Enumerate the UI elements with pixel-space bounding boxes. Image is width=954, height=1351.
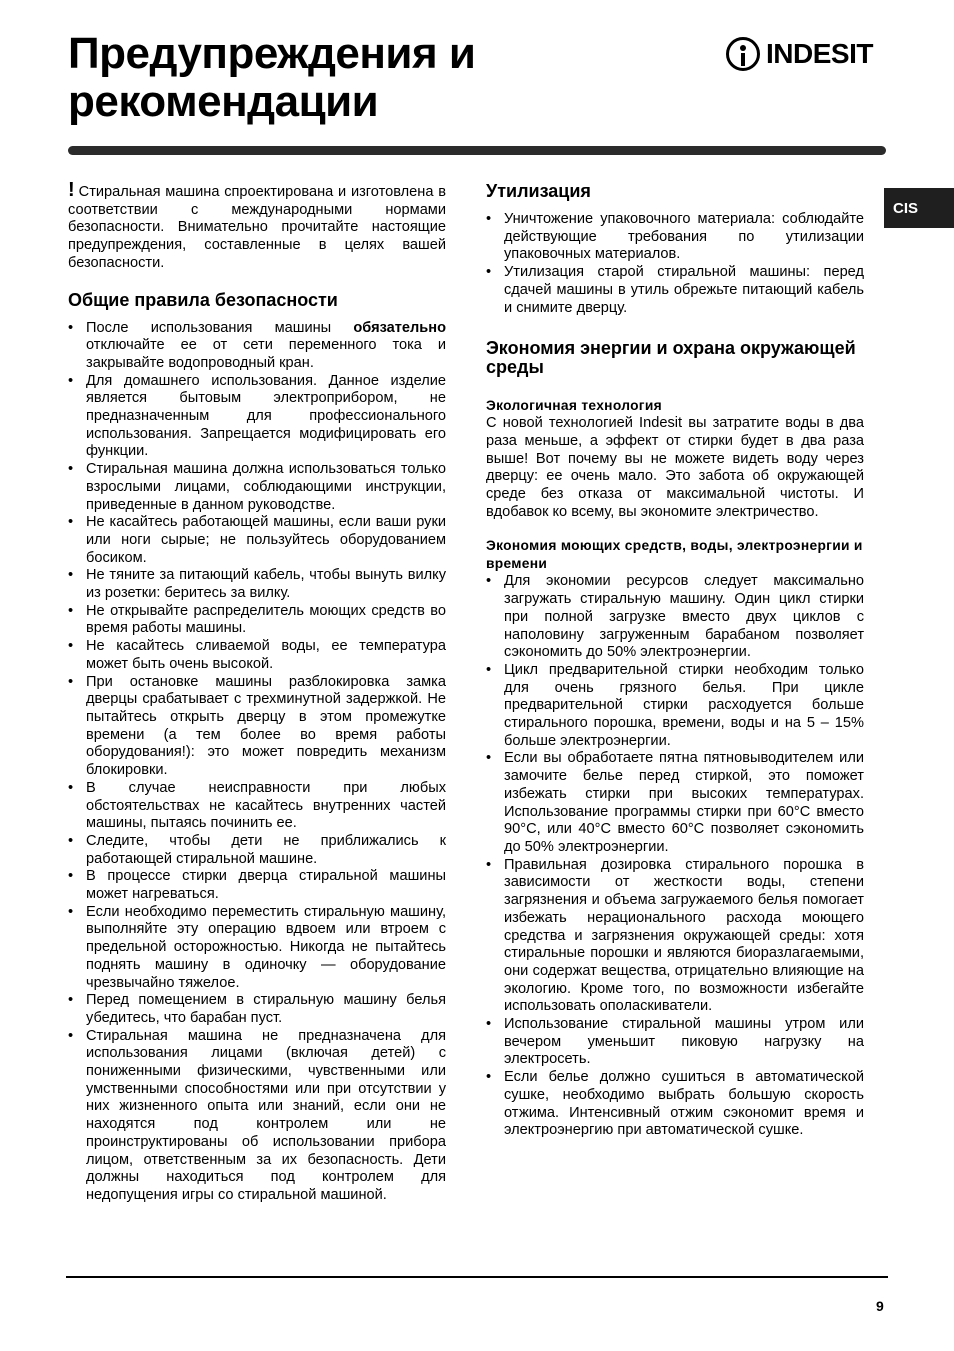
list-item: • При остановке машины разблокировка замка дверцы срабатывает с трехминутной задержкой. Не пытайтесь открыть дверцу в этом промежутке времени (а тем более во время работы оборудования!): это может повредить механизм блокировки. [68,674,446,780]
list-item: • Не открывайте распределитель моющих средств во время работы машины. [68,603,446,638]
list-item: • Если необходимо переместить стиральную машину, выполняйте эту операцию вдвоем или втроем с предельной осторожностью. Никогда не пытайтесь поднять машину в одиночку — оборудование чрезвычайно тяжелое. [68,904,446,993]
warning-icon: ! [68,179,75,201]
list-item-text: После использования машины [86,319,354,336]
list-item: • Правильная дозировка стирального порошка в зависимости от жесткости воды, степени загрязнения и объема загружаемого белья помогает избежать нерационального расхода моющего средства и загрязнения окружающей среды: хотя стиральные порошки и являются биоразлагаемыми, они содержат вещества, отрицательно влияющие на экологию. Кроме того, по возможности избегайте использовать ополаскиватели. [486,857,864,1016]
intro-text: Стиральная машина спроектирована и изготовлена в соответствии с международными нормами безопасности. Внимательно прочитайте настоящие предупреждения, составленные в целях вашей безопасности. [68,184,446,271]
indesit-logo-icon [726,37,760,71]
list-item: • Для экономии ресурсов следует максимально загружать стиральную машину. Один цикл стирки при полной загрузке вместо двух циклов с наполовину загруженным барабаном позволяет сэкономить до 50% электроэнергии. [486,573,864,662]
list-item: • Цикл предварительной стирки необходим только для очень грязного белья. При цикле предварительной стирки расходуется больше стирального порошка, времени, воды и на 5 – 15% больше электроэнергии. [486,662,864,751]
list-item: • Уничтожение упаковочного материала: соблюдайте действующие требования по утилизации упаковочных материалов. [486,211,864,264]
disposal-heading: Утилизация [486,181,591,201]
intro-paragraph [68,179,446,273]
safety-list [68,320,446,1205]
footer-rule [66,1276,888,1278]
list-item: • Перед помещением в стиральную машину белья убедитесь, что барабан пуст. [68,992,446,1027]
list-item: • Если белье должно сушиться в автоматической сушке, необходимо выбрать большую скорость отжима. Интенсивный отжим сэкономит время и электроэнергию при автоматической сушке. [486,1069,864,1140]
list-item: • Если вы обработаете пятна пятновыводителем или замочите белье перед стиркой, это поможет избежать стирки при высоких температурах. Использование программы стирки при 60°C вместо 90°C, или 40°C вместо 60°C позволяет сэкономить до 50% электроэнергии. [486,750,864,856]
page-number: 9 [876,1298,884,1314]
list-item-text: отключайте ее от сети переменного тока и закрывайте водопроводный кран. [86,337,446,371]
page-title [68,30,628,126]
eco-tech-heading: Экологичная технология [486,398,662,414]
brand-logo [726,34,873,74]
eco-tech-text: С новой технологией Indesit вы затратите воды в два раза меньше, а эффект от стирки будет в два раза выше! Вот почему вы не можете видеть воду через дверцу: ее очень мало. Это забота об окружающей среде без отказа от максимальной чистоты. И вдобавок ко всему, вы экономите электричество. [486,415,864,520]
list-item [68,320,446,373]
list-item: • В процессе стирки дверца стиральной машины может нагреваться. [68,868,446,903]
saving-list [486,573,864,1140]
saving-heading: Экономия моющих средств, воды, электроэнергии и времени [486,538,863,572]
list-item: • Не тяните за питающий кабель, чтобы вынуть вилку из розетки: беритесь за вилку. [68,567,446,602]
page-title-line2: рекомендации [68,77,379,126]
disposal-list [486,211,864,317]
list-item: • Следите, чтобы дети не приближались к работающей стиральной машине. [68,833,446,868]
energy-heading: Экономия энергии и охрана окружающей среды [486,338,856,378]
list-item: • Утилизация старой стиральной машины: перед сдачей машины в утиль обрежьте питающий кабель и снимите дверцу. [486,264,864,317]
safety-heading: Общие правила безопасности [68,289,338,310]
list-item: • Стиральная машина не предназначена для использования лицами (включая детей) с пониженными физическими, чувственными или умственными способностями или при отсутствии у них жизненного опыта или знаний, если они не находятся под контролем или не проинструктированы об использовании прибора лицом, ответственным за их безопасность. Дети должны находиться под контролем для недопущения игры со стиральной машиной. [68,1028,446,1205]
left-column [68,179,446,1205]
page-title-line1: Предупреждения и [68,29,476,78]
brand-name: INDESIT [766,38,873,69]
language-tab: CIS [884,188,954,228]
list-item: • Не касайтесь сливаемой воды, ее температура может быть очень высокой. [68,638,446,673]
list-item: • Для домашнего использования. Данное изделие является бытовым электроприбором, не предназначенным для профессионального использования. Запрещается модифицировать его функции. [68,373,446,462]
list-item: • Использование стиральной машины утром или вечером уменьшит пиковую нагрузку на электросеть. [486,1016,864,1069]
list-item: • В случае неисправности при любых обстоятельствах не касайтесь внутренних частей машины, пытаясь починить ее. [68,780,446,833]
header-rule [68,146,886,155]
list-item: • Стиральная машина должна использоваться только взрослыми лицами, соблюдающими инструкции, приведенные в данном руководстве. [68,461,446,514]
list-item: • Не касайтесь работающей машины, если ваши руки или ноги сырые; не пользуйтесь оборудованием босиком. [68,514,446,567]
right-column [486,182,864,1140]
list-item-emphasis: обязательно [353,319,446,336]
